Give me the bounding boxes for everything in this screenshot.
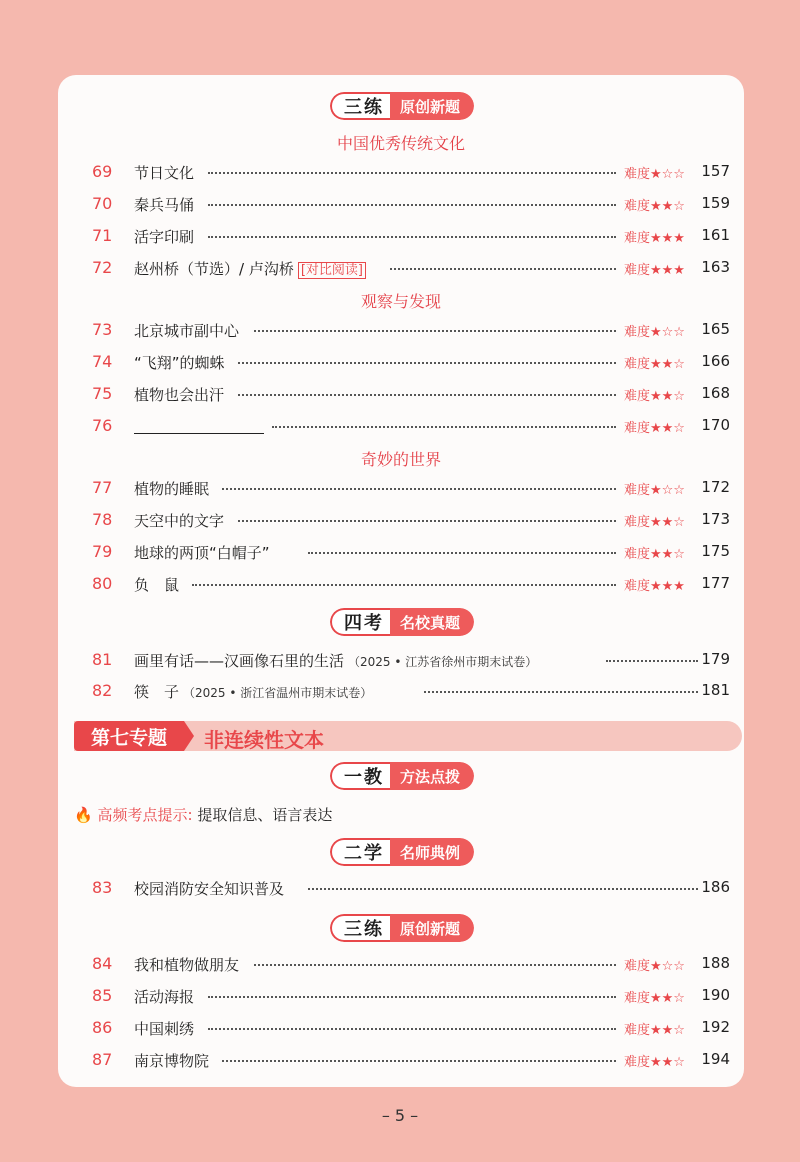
difficulty-rating: 难度★★☆: [624, 389, 685, 404]
toc-row[interactable]: [58, 648, 744, 672]
page-number: 186: [701, 878, 730, 896]
page-number: 175: [701, 542, 730, 560]
difficulty-rating: 难度★★☆: [624, 515, 685, 530]
difficulty-rating: 难度★★☆: [624, 547, 685, 562]
leader-dots: [308, 552, 616, 554]
item-number: 77: [92, 478, 113, 497]
section-header-practice: [330, 92, 474, 120]
page-footer-number: – 5 –: [381, 1106, 419, 1125]
item-title: “飞翔”的蜘蛛: [134, 354, 225, 372]
item-title: 植物的睡眠: [134, 480, 210, 498]
toc-row[interactable]: [58, 224, 744, 248]
item-number: 80: [92, 574, 113, 593]
leader-dots: [208, 204, 616, 206]
toc-row[interactable]: [58, 1016, 744, 1040]
leader-dots: [222, 1060, 616, 1062]
leader-dots: [208, 996, 616, 998]
leader-dots: [254, 330, 616, 332]
toc-row[interactable]: [58, 952, 744, 976]
item-number: 69: [92, 162, 113, 181]
item-number: 86: [92, 1018, 113, 1037]
difficulty-rating: 难度★☆☆: [624, 483, 685, 498]
category-title: 观察与发现: [360, 292, 441, 311]
item-number: 83: [92, 878, 113, 897]
item-number: 84: [92, 954, 113, 973]
item-title: [134, 650, 537, 671]
page-number: 170: [701, 416, 730, 434]
leader-dots: [606, 660, 698, 662]
difficulty-rating: 难度★★☆: [624, 991, 685, 1006]
item-title: [134, 681, 372, 702]
item-title: 秦兵马俑: [134, 196, 195, 214]
item-number: 74: [92, 352, 113, 371]
item-title: 植物也会出汗: [134, 386, 225, 404]
topic-title: 非连续性文本: [204, 728, 324, 752]
category-title: 奇妙的世界: [360, 450, 441, 469]
key-point-hint: [74, 804, 332, 825]
section-key: 三练: [330, 914, 390, 942]
page-number: 157: [701, 162, 730, 180]
toc-row[interactable]: [58, 382, 744, 406]
leader-dots: [208, 172, 616, 174]
item-number: 73: [92, 320, 113, 339]
section-key: 三练: [330, 92, 390, 120]
leader-dots: [272, 426, 616, 428]
hint-label: 高频考点提示:: [97, 806, 193, 824]
leader-dots: [238, 394, 616, 396]
item-title: 节日文化: [134, 164, 195, 182]
item-title: 校园消防安全知识普及: [134, 880, 285, 898]
item-number: 79: [92, 542, 113, 561]
item-title: [134, 416, 264, 434]
leader-dots: [238, 520, 616, 522]
item-title: 活字印刷: [134, 228, 195, 246]
hint-text: 提取信息、语言表达: [197, 806, 333, 824]
page-number: 172: [701, 478, 730, 496]
page-number: 168: [701, 384, 730, 402]
page-number: 190: [701, 986, 730, 1004]
flame-icon: 🔥: [74, 806, 93, 824]
item-number: 71: [92, 226, 113, 245]
item-title-text: 画里有话——汉画像石里的生活: [134, 652, 345, 670]
item-number: 85: [92, 986, 113, 1005]
page-number: 179: [701, 650, 730, 668]
item-number: 72: [92, 258, 113, 277]
item-number: 87: [92, 1050, 113, 1069]
page-number: 163: [701, 258, 730, 276]
section-header-learn: [330, 838, 474, 866]
section-label: 原创新题: [390, 92, 474, 120]
item-number: 82: [92, 681, 113, 700]
toc-row[interactable]: [58, 350, 744, 374]
section-label: 名师典例: [390, 838, 474, 866]
exam-source: （2025 • 江苏省徐州市期末试卷）: [348, 655, 538, 669]
toc-row[interactable]: [58, 984, 744, 1008]
leader-dots: [238, 362, 616, 364]
difficulty-rating: 难度★★★: [624, 231, 685, 246]
item-title: 活动海报: [134, 988, 195, 1006]
toc-row[interactable]: [58, 1048, 744, 1072]
item-number: 78: [92, 510, 113, 529]
item-title: 天空中的文字: [134, 512, 225, 530]
difficulty-rating: 难度★★☆: [624, 1055, 685, 1070]
section-label: 方法点拨: [390, 762, 474, 790]
difficulty-rating: 难度★☆☆: [624, 959, 685, 974]
item-title: 我和植物做朋友: [134, 956, 240, 974]
item-title: 地球的两顶“白帽子”: [134, 544, 270, 562]
leader-dots: [222, 488, 616, 490]
toc-row[interactable]: [58, 476, 744, 500]
page-number: 194: [701, 1050, 730, 1068]
item-title-text: 筷 子: [134, 683, 180, 701]
toc-row[interactable]: [58, 256, 744, 280]
item-title: [134, 258, 366, 279]
difficulty-rating: 难度★★★: [624, 263, 685, 278]
toc-row[interactable]: [58, 414, 744, 438]
page-number: 159: [701, 194, 730, 212]
toc-row[interactable]: [58, 572, 744, 596]
toc-row[interactable]: [58, 160, 744, 184]
page-number: 192: [701, 1018, 730, 1036]
section-header-practice-2: [330, 914, 474, 942]
section-key: 一教: [330, 762, 390, 790]
item-number: 81: [92, 650, 113, 669]
toc-row[interactable]: [58, 540, 744, 564]
page-number: 161: [701, 226, 730, 244]
section-header-exam: [330, 608, 474, 636]
leader-dots: [208, 1028, 616, 1030]
toc-row[interactable]: [58, 318, 744, 342]
page-number: 173: [701, 510, 730, 528]
page-number: 181: [701, 681, 730, 699]
toc-row[interactable]: [58, 192, 744, 216]
section-key: 二学: [330, 838, 390, 866]
item-title: 中国刺绣: [134, 1020, 195, 1038]
leader-dots: [424, 691, 698, 693]
page-number: 166: [701, 352, 730, 370]
leader-dots: [192, 584, 616, 586]
comparison-reading-tag: [对比阅读]: [298, 262, 366, 279]
category-title: 中国优秀传统文化: [336, 134, 465, 153]
section-key: 四考: [330, 608, 390, 636]
leader-dots: [308, 888, 698, 890]
item-title: 北京城市副中心: [134, 322, 240, 340]
difficulty-rating: 难度★★☆: [624, 199, 685, 214]
section-label: 名校真题: [390, 608, 474, 636]
page-number: 177: [701, 574, 730, 592]
difficulty-rating: 难度★★★: [624, 579, 685, 594]
blank-title-line: [134, 417, 264, 434]
item-number: 70: [92, 194, 113, 213]
topic-label: 第七专题: [74, 721, 184, 751]
toc-row[interactable]: [58, 508, 744, 532]
difficulty-rating: 难度★★☆: [624, 421, 685, 436]
topic-banner: [74, 721, 742, 751]
difficulty-rating: 难度★☆☆: [624, 325, 685, 340]
page-number: 165: [701, 320, 730, 338]
difficulty-rating: 难度★☆☆: [624, 167, 685, 182]
page-number: 188: [701, 954, 730, 972]
difficulty-rating: 难度★★☆: [624, 357, 685, 372]
leader-dots: [208, 236, 616, 238]
toc-row[interactable]: [58, 679, 744, 703]
item-number: 75: [92, 384, 113, 403]
difficulty-rating: 难度★★☆: [624, 1023, 685, 1038]
item-title: 南京博物院: [134, 1052, 210, 1070]
item-number: 76: [92, 416, 113, 435]
item-title-text: 赵州桥（节选）/ 卢沟桥: [134, 260, 294, 278]
item-title: 负 鼠: [134, 576, 180, 594]
section-header-teach: [330, 762, 474, 790]
exam-source: （2025 • 浙江省温州市期末试卷）: [183, 686, 373, 700]
leader-dots: [254, 964, 616, 966]
section-label: 原创新题: [390, 914, 474, 942]
leader-dots: [390, 268, 616, 270]
toc-row[interactable]: [58, 876, 744, 900]
